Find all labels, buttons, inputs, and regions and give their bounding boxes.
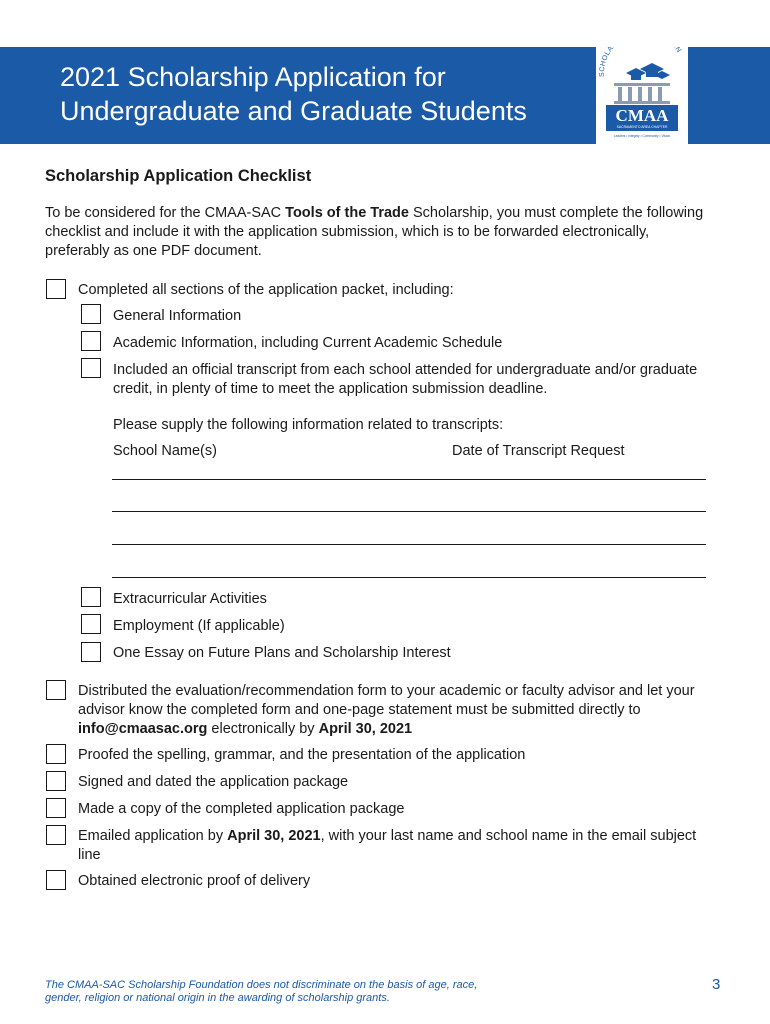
- cmaa-logo-graphic: [596, 47, 688, 144]
- item2-text-2: electronically by: [207, 721, 319, 737]
- item-proof-of-delivery: Obtained electronic proof of delivery: [78, 873, 311, 889]
- checkbox-essay[interactable]: [81, 642, 101, 662]
- item2-text-1: Distributed the evaluation/recommendation form to your academic or faculty advisor and let your advisor know the completed form and one-page statement must be submitted directly to: [78, 683, 695, 718]
- item-copy: Made a copy of the completed application package: [78, 801, 405, 817]
- transcript-entry-line[interactable]: [112, 479, 706, 480]
- item6-text-1: Emailed application by: [78, 828, 228, 844]
- item6-text-2: , with your last name and school name in the email subject line: [78, 828, 697, 863]
- transcript-prompt: Please supply the following information related to transcripts:: [113, 417, 504, 433]
- column-transcript-date: Date of Transcript Request: [452, 443, 625, 459]
- item-emailed: [78, 827, 698, 865]
- building-icon: [614, 83, 670, 104]
- item-completed-sections: Completed all sections of the application packet, including:: [78, 282, 454, 298]
- sub-item-employment: Employment (If applicable): [113, 618, 285, 634]
- checkbox-signed[interactable]: [46, 771, 66, 791]
- checkbox-academic-information[interactable]: [81, 331, 101, 351]
- intro-paragraph: [45, 204, 705, 261]
- intro-text-1: To be considered for the CMAA-SAC: [45, 205, 286, 221]
- logo-subtitle: SACRAMENTO AREA CHAPTER: [616, 125, 668, 129]
- sub-item-general-information: General Information: [113, 308, 242, 324]
- checkbox-recommendation-form[interactable]: [46, 680, 66, 700]
- checkbox-employment[interactable]: [81, 614, 101, 634]
- checkbox-proof-of-delivery[interactable]: [46, 870, 66, 890]
- title-line-1: 2021 Scholarship Application for: [60, 62, 446, 92]
- transcript-entry-line[interactable]: [112, 577, 706, 578]
- checklist-title: Scholarship Application Checklist: [45, 167, 312, 185]
- non-discrimination-note: The CMAA-SAC Scholarship Foundation does not discriminate on the basis of age, race, gender, religion or national origin in the awarding of scholarship grants.: [45, 979, 478, 1004]
- transcript-entry-line[interactable]: [112, 511, 706, 512]
- transcript-entry-line[interactable]: [112, 544, 706, 545]
- item-signed: Signed and dated the application package: [78, 774, 349, 790]
- sub-item-academic-information: Academic Information, including Current Academic Schedule: [113, 335, 503, 351]
- checkbox-extracurricular[interactable]: [81, 587, 101, 607]
- graduation-caps-icon: [626, 63, 670, 80]
- page-title: [60, 60, 580, 128]
- sub-item-extracurricular: Extracurricular Activities: [113, 591, 267, 607]
- logo-wordmark: CMAA: [615, 106, 669, 125]
- title-line-2: Undergraduate and Graduate Students: [60, 96, 527, 126]
- sub-item-essay: One Essay on Future Plans and Scholarship Interest: [113, 645, 451, 661]
- item6-deadline: April 30, 2021: [227, 828, 321, 844]
- cmaa-logo: [596, 47, 688, 144]
- page-number: 3: [712, 976, 721, 993]
- checkbox-proofed[interactable]: [46, 744, 66, 764]
- item2-email: info@cmaasac.org: [78, 721, 208, 737]
- checkbox-transcript[interactable]: [81, 358, 101, 378]
- intro-text-2: Scholarship, you must complete the following checklist and include it with the application submission, which is to be forwarded electronically, preferably as one PDF document.: [45, 205, 704, 259]
- checkbox-emailed[interactable]: [46, 825, 66, 845]
- checkbox-completed-sections[interactable]: [46, 279, 66, 299]
- logo-arc-text: SCHOLA N: [598, 47, 683, 78]
- sub-item-transcript: Included an official transcript from each school attended for undergraduate and/or graduate credit, in plenty of time to meet the application submission deadline.: [113, 362, 698, 397]
- item-proofed: Proofed the spelling, grammar, and the presentation of the application: [78, 747, 526, 763]
- checkbox-copy[interactable]: [46, 798, 66, 818]
- item2-deadline: April 30, 2021: [318, 721, 413, 737]
- column-school-names: School Name(s): [113, 443, 217, 459]
- item-recommendation-form: [78, 682, 728, 739]
- checkbox-general-information[interactable]: [81, 304, 101, 324]
- intro-bold-scholarship: Tools of the Trade: [285, 205, 409, 221]
- logo-tagline: Leaders • Integrity • Community • Vision: [613, 134, 671, 138]
